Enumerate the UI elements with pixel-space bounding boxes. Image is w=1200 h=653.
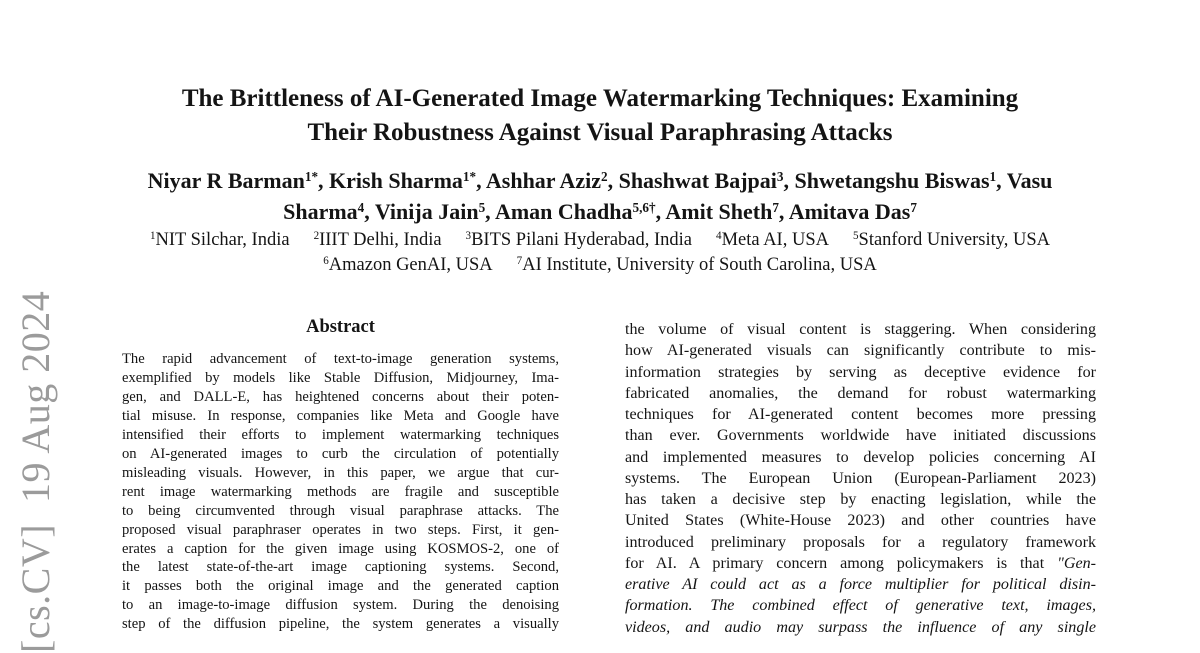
- author-name: , Vinija Jain: [364, 199, 479, 224]
- abstract-heading: Abstract: [306, 317, 375, 337]
- text-segment: for AI. A primary concern among policymakers is that: [625, 554, 1058, 572]
- paper-title: [0, 82, 1200, 150]
- introduction-line: [625, 553, 1096, 574]
- text-segment: techniques for AI-generated content becomes more pressing: [625, 406, 1096, 423]
- affiliation-text: Stanford University, USA: [858, 230, 1051, 250]
- arxiv-watermark: [cs.CV] 19 Aug 2024: [13, 290, 58, 653]
- affiliation-line-2: [0, 254, 1200, 279]
- italic-text-segment: erative AI could act as a force multiplier for political disin-: [625, 576, 1096, 593]
- abstract-line: it passes both the original image and the generated caption: [122, 578, 559, 595]
- abstract-line: step of the diffusion pipeline, the system generates a visually: [122, 616, 559, 633]
- author-name: , Krish Sharma: [318, 168, 463, 193]
- author-line-2: [0, 198, 1200, 229]
- author-name: , Aman Chadha: [485, 199, 633, 224]
- author-superscript: 7: [910, 200, 917, 216]
- abstract-line: to being circumvented through visual paraphrase attacks. The: [122, 502, 559, 519]
- author-name: , Amit Sheth: [655, 199, 773, 224]
- abstract-line: exemplified by models like Stable Diffusion, Midjourney, Ima-: [122, 369, 559, 386]
- affiliation-text: IIIT Delhi, India: [319, 230, 442, 250]
- author-superscript: 4: [357, 200, 365, 216]
- affiliation-item: [466, 230, 692, 250]
- affiliation-superscript: 1: [149, 230, 156, 243]
- author-name: , Amitava Das: [778, 199, 911, 224]
- affiliation-line-1: [0, 229, 1200, 254]
- introduction-line: [625, 362, 1096, 383]
- author-line-1: [0, 167, 1200, 198]
- affiliation-superscript: 3: [465, 230, 472, 243]
- author-superscript: 1*: [304, 169, 319, 185]
- italic-text-segment: formation. The combined effect of generative text, images,: [625, 597, 1096, 615]
- author-name: , Shashwat Bajpai: [607, 168, 777, 193]
- abstract-line: intensified their efforts to implement watermarking techniques: [122, 426, 559, 443]
- introduction-line: [625, 574, 1096, 595]
- affiliation-list: [0, 229, 1200, 279]
- text-segment: has taken a decisive step by enacting legislation, while the: [625, 491, 1096, 508]
- text-segment: than ever. Governments worldwide have initiated discussions: [625, 427, 1096, 445]
- paper-title-line2: Their Robustness Against Visual Paraphrasing Attacks: [307, 119, 893, 146]
- abstract-line: the latest state-of-the-art image captioning systems. Second,: [122, 559, 559, 576]
- abstract-line: The rapid advancement of text-to-image generation systems,: [122, 351, 559, 367]
- introduction-line: [625, 617, 1096, 638]
- author-name: , Vasu: [996, 168, 1053, 193]
- author-superscript: 1*: [462, 169, 477, 185]
- author-superscript: 2: [600, 169, 608, 185]
- affiliation-superscript: 4: [716, 230, 722, 243]
- introduction-line: [625, 595, 1096, 616]
- text-segment: and implemented measures to develop policies concerning AI: [625, 448, 1096, 466]
- abstract-line: gen, and DALL-E, has heightened concerns about their poten-: [122, 388, 559, 405]
- author-name: Sharma: [283, 199, 358, 224]
- introduction-text: [625, 319, 1096, 638]
- text-segment: systems. The European Union (European-Parliament 2023): [625, 469, 1096, 487]
- author-list: [0, 167, 1200, 229]
- introduction-line: [625, 532, 1096, 553]
- author-superscript: 5: [478, 200, 486, 216]
- affiliation-superscript: 2: [313, 230, 320, 243]
- text-segment: introduced preliminary proposals for a regulatory framework: [625, 533, 1096, 551]
- affiliation-item: [716, 230, 829, 250]
- affiliation-item: [150, 230, 290, 250]
- text-segment: information strategies by serving as deceptive evidence for: [625, 363, 1096, 381]
- italic-text-segment: "Gen-: [1057, 554, 1096, 572]
- affiliation-text: AI Institute, University of South Carolina, USA: [522, 255, 877, 275]
- italic-text-segment: videos, and audio may surpass the influence of any single: [625, 618, 1096, 636]
- introduction-line: [625, 468, 1096, 489]
- introduction-line: [625, 383, 1096, 404]
- author-name: Niyar R Barman: [147, 168, 305, 193]
- abstract-line: proposed visual paraphraser operates in two steps. First, it gen-: [122, 521, 559, 538]
- introduction-line: [625, 404, 1096, 425]
- abstract-line: erates a caption for the given image using KOSMOS-2, one of: [122, 540, 559, 557]
- introduction-line: [625, 340, 1096, 361]
- introduction-line: [625, 489, 1096, 510]
- author-name: , Ashhar Aziz: [476, 168, 601, 193]
- affiliation-item: [853, 230, 1050, 250]
- affiliation-superscript: 6: [323, 255, 329, 268]
- text-segment: the volume of visual content is staggering. When considering: [625, 321, 1096, 338]
- affiliation-text: BITS Pilani Hyderabad, India: [471, 230, 693, 250]
- author-superscript: 7: [772, 200, 779, 216]
- introduction-line: [625, 447, 1096, 468]
- affiliation-text: Meta AI, USA: [721, 230, 829, 250]
- author-name: , Shwetangshu Biswas: [783, 168, 990, 193]
- text-segment: United States (White-House 2023) and other countries have: [625, 512, 1096, 530]
- text-segment: fabricated anomalies, the demand for robust watermarking: [625, 384, 1096, 402]
- introduction-line: [625, 319, 1096, 340]
- abstract-text: [122, 350, 559, 634]
- abstract-line: on AI-generated images to curb the circulation of potentially: [122, 445, 559, 462]
- author-superscript: 3: [776, 169, 784, 185]
- affiliation-text: Amazon GenAI, USA: [328, 255, 493, 275]
- affiliation-text: NIT Silchar, India: [155, 230, 290, 250]
- text-segment: how AI-generated visuals can significantly contribute to mis-: [625, 342, 1096, 360]
- paper-title-line1: The Brittleness of AI-Generated Image Watermarking Techniques: Examining: [181, 85, 1019, 112]
- affiliation-superscript: 7: [516, 255, 523, 268]
- abstract-line: tial misuse. In response, companies like Meta and Google have: [122, 407, 559, 424]
- author-superscript: 5,6†: [632, 200, 656, 216]
- introduction-line: [625, 425, 1096, 446]
- abstract-line: rent image watermarking methods are fragile and susceptible: [122, 483, 559, 500]
- affiliation-superscript: 5: [852, 230, 859, 243]
- author-superscript: 1: [989, 169, 997, 185]
- affiliation-item: [517, 255, 877, 275]
- affiliation-item: [323, 255, 492, 275]
- abstract-line: to an image-to-image diffusion system. During the denoising: [122, 597, 559, 614]
- affiliation-item: [314, 230, 442, 250]
- abstract-line: misleading visuals. However, in this paper, we argue that cur-: [122, 464, 559, 481]
- introduction-line: [625, 510, 1096, 531]
